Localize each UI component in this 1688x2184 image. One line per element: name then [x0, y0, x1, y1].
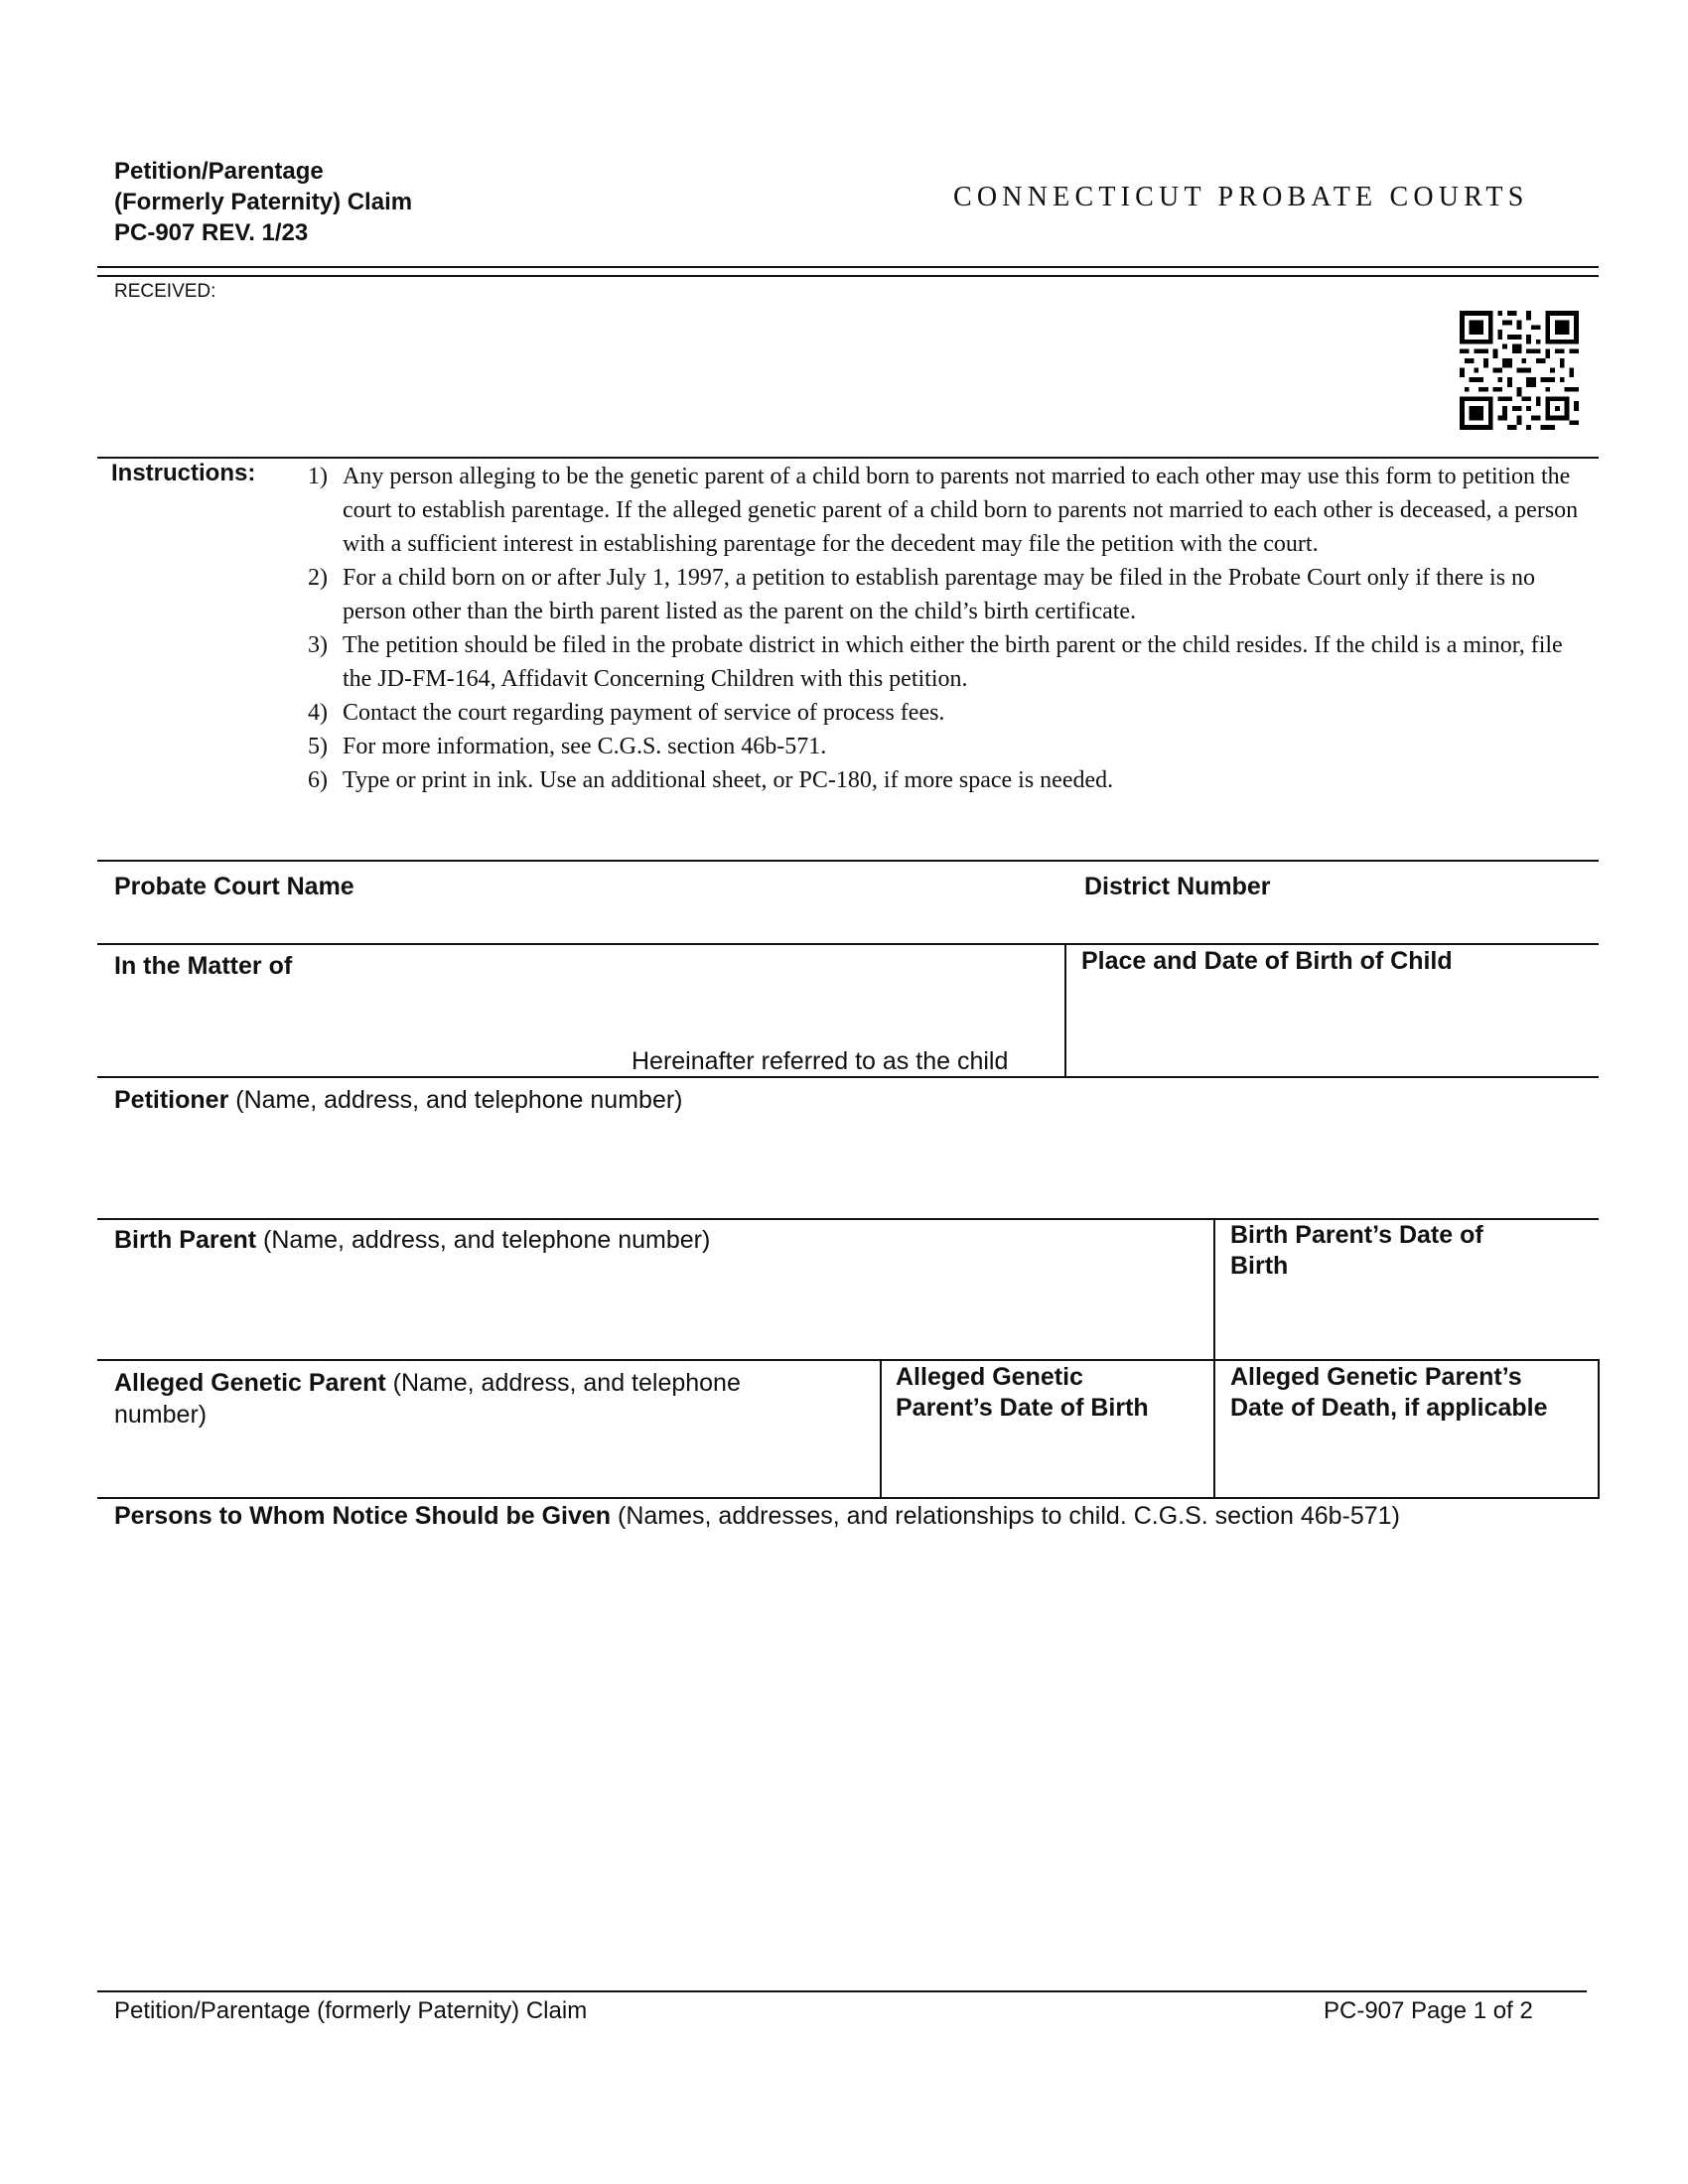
rule-agp-right-edge — [1598, 1359, 1600, 1499]
header-rule-bottom — [97, 275, 1599, 277]
place-date-birth-child-field[interactable]: Place and Date of Birth of Child — [1081, 947, 1453, 975]
instructions-top-rule — [97, 457, 1599, 459]
form-title-line2: (Formerly Paternity) Claim — [114, 189, 413, 215]
birth-parent-field[interactable]: Birth Parent (Name, address, and telephone number) — [114, 1226, 711, 1254]
footer-page-number: PC-907 Page 1 of 2 — [1324, 1997, 1533, 2024]
rule-matter-divider — [1064, 943, 1066, 1078]
header-rule-top — [97, 266, 1599, 268]
agp-dob-field[interactable]: Alleged Genetic Parent’s Date of Birth — [896, 1363, 1149, 1422]
birth-parent-dob-field[interactable]: Birth Parent’s Date of Birth — [1230, 1221, 1483, 1280]
rule-matter — [97, 943, 1599, 945]
instruction-item: 4) Contact the court regarding payment of service of process fees. — [308, 700, 945, 726]
qr-code-icon — [1460, 311, 1579, 430]
hereinafter-label: Hereinafter referred to as the child — [632, 1047, 1009, 1075]
instruction-item: 5) For more information, see C.G.S. section 46b-571. — [308, 734, 827, 759]
probate-court-name-field[interactable]: Probate Court Name — [114, 873, 354, 900]
received-label: RECEIVED: — [114, 281, 216, 302]
rule-notice — [97, 1497, 1599, 1499]
rule-agp-divider — [880, 1359, 882, 1499]
footer-rule — [97, 1990, 1587, 1992]
rule-petitioner — [97, 1076, 1599, 1078]
form-number: PC-907 REV. 1/23 — [114, 219, 309, 246]
instruction-item: 2) For a child born on or after July 1, 1997, a petition to establish parentage may be filed in the Probate Court only if there is no person other than the birth parent listed as the parent on the child’s birth certificate. — [308, 565, 1536, 624]
court-system-name: CONNECTICUT PROBATE COURTS — [953, 182, 1529, 212]
rule-agp — [97, 1359, 1599, 1361]
in-the-matter-of-field[interactable]: In the Matter of — [114, 952, 293, 980]
instruction-item: 3) The petition should be filed in the probate district in which either the birth parent or the child resides. If the child is a minor, file the JD-FM-164, Affidavit Concerning Children with this petition. — [308, 632, 1563, 692]
notice-persons-field[interactable]: Persons to Whom Notice Should be Given (Names, addresses, and relationships to child. C.G.S. section 46b-571) — [114, 1502, 1400, 1530]
form-title — [114, 156, 412, 248]
petitioner-field[interactable]: Petitioner (Name, address, and telephone number) — [114, 1086, 683, 1114]
instruction-item: 1) Any person alleging to be the genetic parent of a child born to parents not married to each other may use this form to petition the court to establish parentage. If the alleged genetic parent of a child born to parents not married to each other is deceased, a person with a sufficient interest in establishing parentage for the decedent may file the petition with the court. — [308, 464, 1579, 557]
alleged-genetic-parent-field[interactable]: Alleged Genetic Parent (Name, address, and telephone number) — [114, 1369, 741, 1429]
footer-form-title: Petition/Parentage (formerly Paternity) Claim — [114, 1997, 588, 2024]
instruction-item: 6) Type or print in ink. Use an additional sheet, or PC-180, if more space is needed. — [308, 767, 1114, 793]
rule-probate-court — [97, 860, 1599, 862]
instructions-label: Instructions: — [111, 460, 256, 486]
agp-dod-field[interactable]: Alleged Genetic Parent’s Date of Death, if applicable — [1230, 1363, 1548, 1422]
instructions-list — [308, 460, 1589, 797]
form-title-line1: Petition/Parentage — [114, 158, 324, 185]
district-number-field[interactable]: District Number — [1084, 873, 1271, 900]
